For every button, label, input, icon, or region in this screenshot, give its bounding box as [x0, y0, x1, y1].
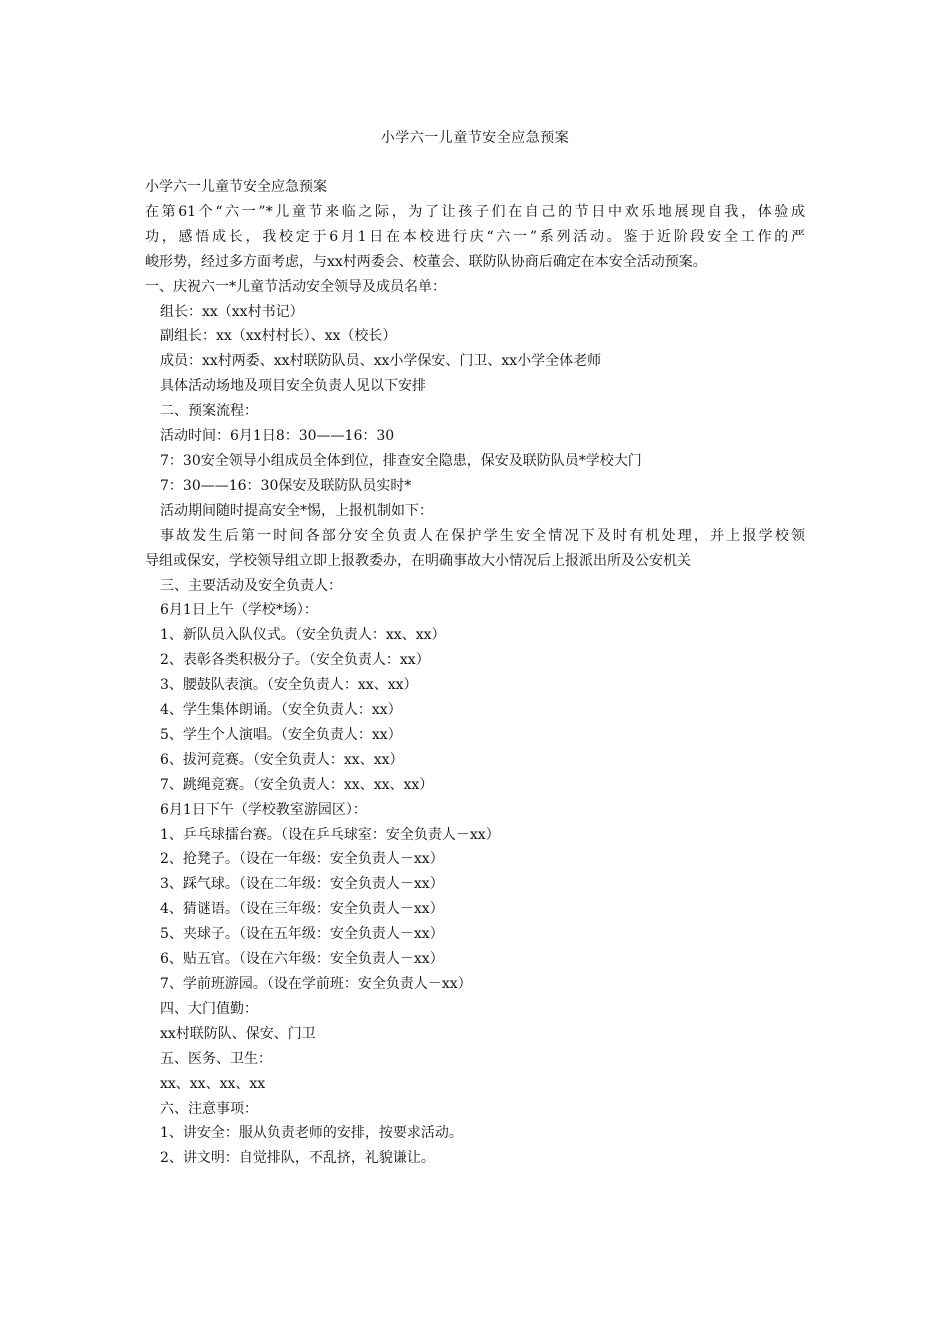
- section1-members: 成员：xx村两委、xx村联防队员、xx小学保安、门卫、xx小学全体老师: [160, 353, 602, 370]
- section1-title: 一、庆祝六一*儿童节活动安全领导及成员名单：: [145, 278, 446, 295]
- document-heading: 小学六一儿童节安全应急预案: [145, 179, 327, 195]
- section1-leader: 组长：xx（xx村书记）: [160, 303, 304, 320]
- report-line: 导组或保安，学校领导组立即上报教委办，在明确事故大小情况后上报派出所及公安机关: [145, 552, 691, 569]
- morning-item: 1、新队员入队仪式。（安全负责人：xx、xx）: [160, 627, 446, 644]
- section2-step: 活动期间随时提高安全*惕，上报机制如下：: [160, 502, 433, 519]
- intro-line: 在第61个“六一”*儿童节来临之际，为了让孩子们在自己的节日中欢乐地展现自我，体验成: [145, 203, 805, 220]
- section1-note: 具体活动场地及项目安全负责人见以下安排: [160, 378, 426, 395]
- afternoon-item: 4、猜谜语。（设在三年级：安全负责人－xx）: [160, 901, 444, 918]
- morning-item: 6、拔河竞赛。（安全负责人：xx、xx）: [160, 751, 404, 768]
- section5-title: 五、医务、卫生：: [160, 1050, 272, 1067]
- afternoon-item: 3、踩气球。（设在二年级：安全负责人－xx）: [160, 876, 444, 893]
- morning-item: 4、学生集体朗诵。（安全负责人：xx）: [160, 702, 402, 719]
- afternoon-item: 5、夹球子。（设在五年级：安全负责人－xx）: [160, 926, 444, 943]
- section2-step: 7：30安全领导小组成员全体到位，排查安全隐患，保安及联防队员*学校大门: [160, 452, 642, 469]
- section1-deputy: 副组长：xx（xx村村长）、xx（校长）: [160, 328, 397, 345]
- morning-item: 3、腰鼓队表演。（安全负责人：xx、xx）: [160, 677, 418, 694]
- document-body: [145, 175, 805, 1171]
- intro-line: 功，感悟成长，我校定于6月1日在本校进行庆“六一”系列活动。鉴于近阶段安全工作的严: [145, 228, 805, 245]
- morning-title: 6月1日上午（学校*场）：: [160, 602, 318, 619]
- afternoon-item: 6、贴五官。（设在六年级：安全负责人－xx）: [160, 951, 444, 968]
- section6-item: 1、讲安全：服从负责老师的安排，按要求活动。: [160, 1125, 463, 1142]
- afternoon-item: 2、抢凳子。（设在一年级：安全负责人－xx）: [160, 851, 444, 868]
- section5-content: xx、xx、xx、xx: [160, 1075, 266, 1092]
- afternoon-item: 7、学前班游园。（设在学前班：安全负责人－xx）: [160, 976, 472, 992]
- afternoon-title: 6月1日下午（学校教室游园区）：: [160, 801, 367, 818]
- section6-item: 2、讲文明：自觉排队，不乱挤，礼貌谦让。: [160, 1150, 435, 1167]
- section2-step: 7：30——16：30保安及联防队员实时*: [160, 477, 412, 494]
- morning-item: 2、表彰各类积极分子。（安全负责人：xx）: [160, 652, 430, 669]
- morning-item: 7、跳绳竞赛。（安全负责人：xx、xx、xx）: [160, 776, 434, 793]
- document-title: 小学六一儿童节安全应急预案: [380, 130, 570, 146]
- afternoon-item: 1、乒乓球擂台赛。（设在乒乓球室：安全负责人－xx）: [160, 826, 500, 843]
- section2-time: 活动时间：6月1日8：30——16：30: [160, 428, 395, 445]
- section2-title: 二、预案流程：: [160, 403, 258, 420]
- morning-item: 5、学生个人演唱。（安全负责人：xx）: [160, 726, 402, 743]
- section6-title: 六、注意事项：: [160, 1100, 258, 1117]
- section4-title: 四、大门值勤：: [160, 1000, 258, 1017]
- section4-content: xx村联防队、保安、门卫: [160, 1025, 316, 1042]
- intro-line: 峻形势，经过多方面考虑，与xx村两委会、校董会、联防队协商后确定在本安全活动预案。: [145, 253, 707, 270]
- report-line: 事故发生后第一时间各部分安全负责人在保护学生安全情况下及时有机处理，并上报学校领: [160, 527, 805, 544]
- section3-title: 三、主要活动及安全负责人：: [160, 577, 342, 594]
